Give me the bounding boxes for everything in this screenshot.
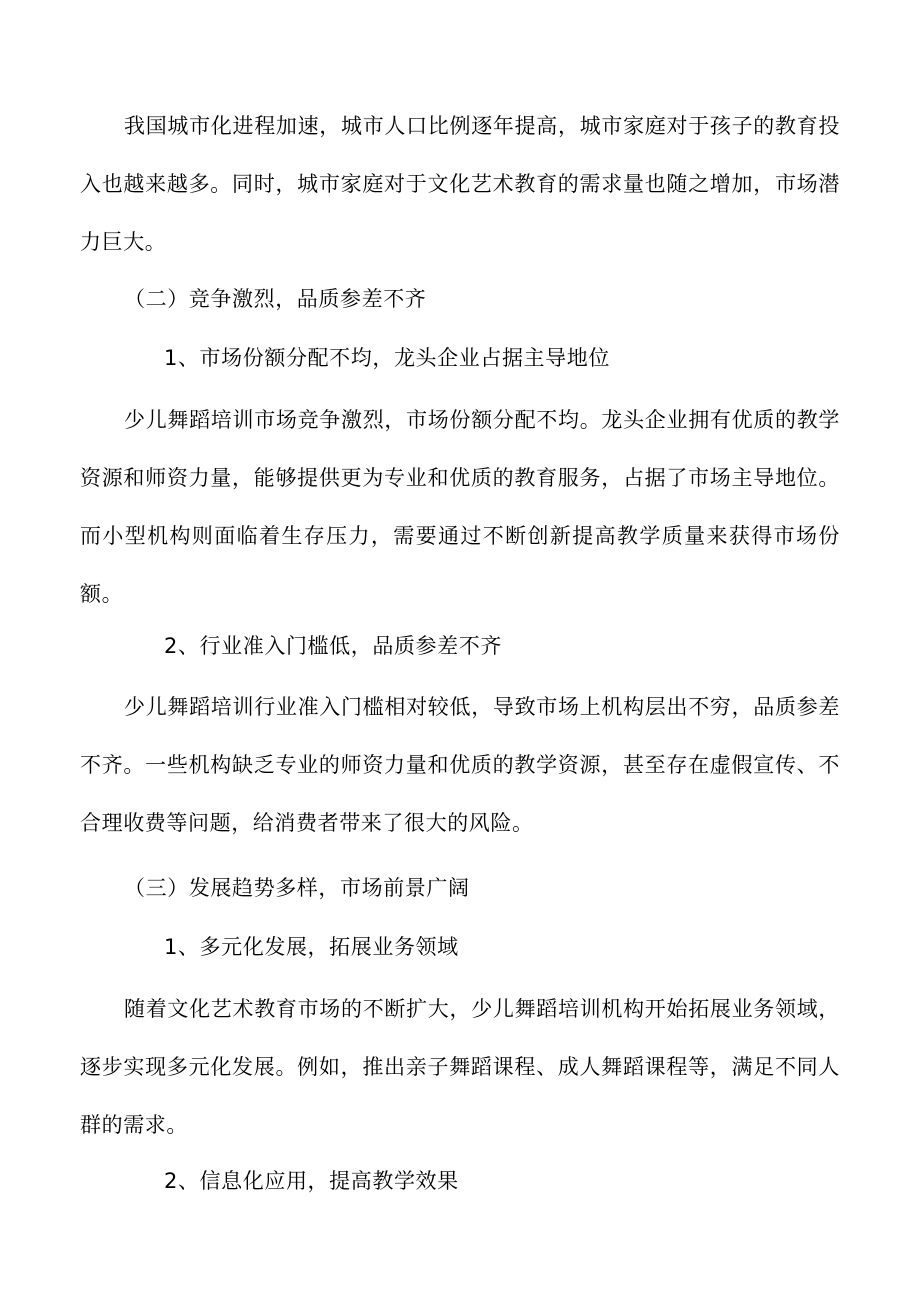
subheading-market-share: 1、市场份额分配不均，龙头企业占据主导地位 — [164, 346, 610, 370]
paragraph-urbanization: 我国城市化进程加速，城市人口比例逐年提高，城市家庭对于孩子的教育投入也越来越多。同时，城市家庭对于文化艺术教育的需求量也随之增加，市场潜力巨大。 — [80, 114, 840, 254]
section-heading-trends: （三）发展趋势多样，市场前景广阔 — [124, 876, 470, 900]
subheading-entry-threshold: 2、行业准入门槛低，品质参差不齐 — [164, 634, 502, 658]
subheading-diversification: 1、多元化发展，拓展业务领域 — [164, 935, 459, 959]
paragraph-market-share: 少儿舞蹈培训市场竞争激烈，市场份额分配不均。龙头企业拥有优质的教学资源和师资力量，能够提供更为专业和优质的教育服务，占据了市场主导地位。而小型机构则面临着生存压力，需要通过不断创新提高教学质量来获得市场份额。 — [80, 408, 840, 606]
subheading-informatization: 2、信息化应用，提高教学效果 — [164, 1169, 459, 1193]
section-heading-competition: （二）竞争激烈，品质参差不齐 — [124, 287, 427, 311]
paragraph-entry-threshold: 少儿舞蹈培训行业准入门槛相对较低，导致市场上机构层出不穷，品质参差不齐。一些机构缺乏专业的师资力量和优质的教学资源，甚至存在虚假宣传、不合理收费等问题，给消费者带来了很大的风险。 — [80, 695, 840, 835]
paragraph-diversification: 随着文化艺术教育市场的不断扩大，少儿舞蹈培训机构开始拓展业务领域，逐步实现多元化发展。例如，推出亲子舞蹈课程、成人舞蹈课程等，满足不同人群的需求。 — [80, 997, 840, 1137]
